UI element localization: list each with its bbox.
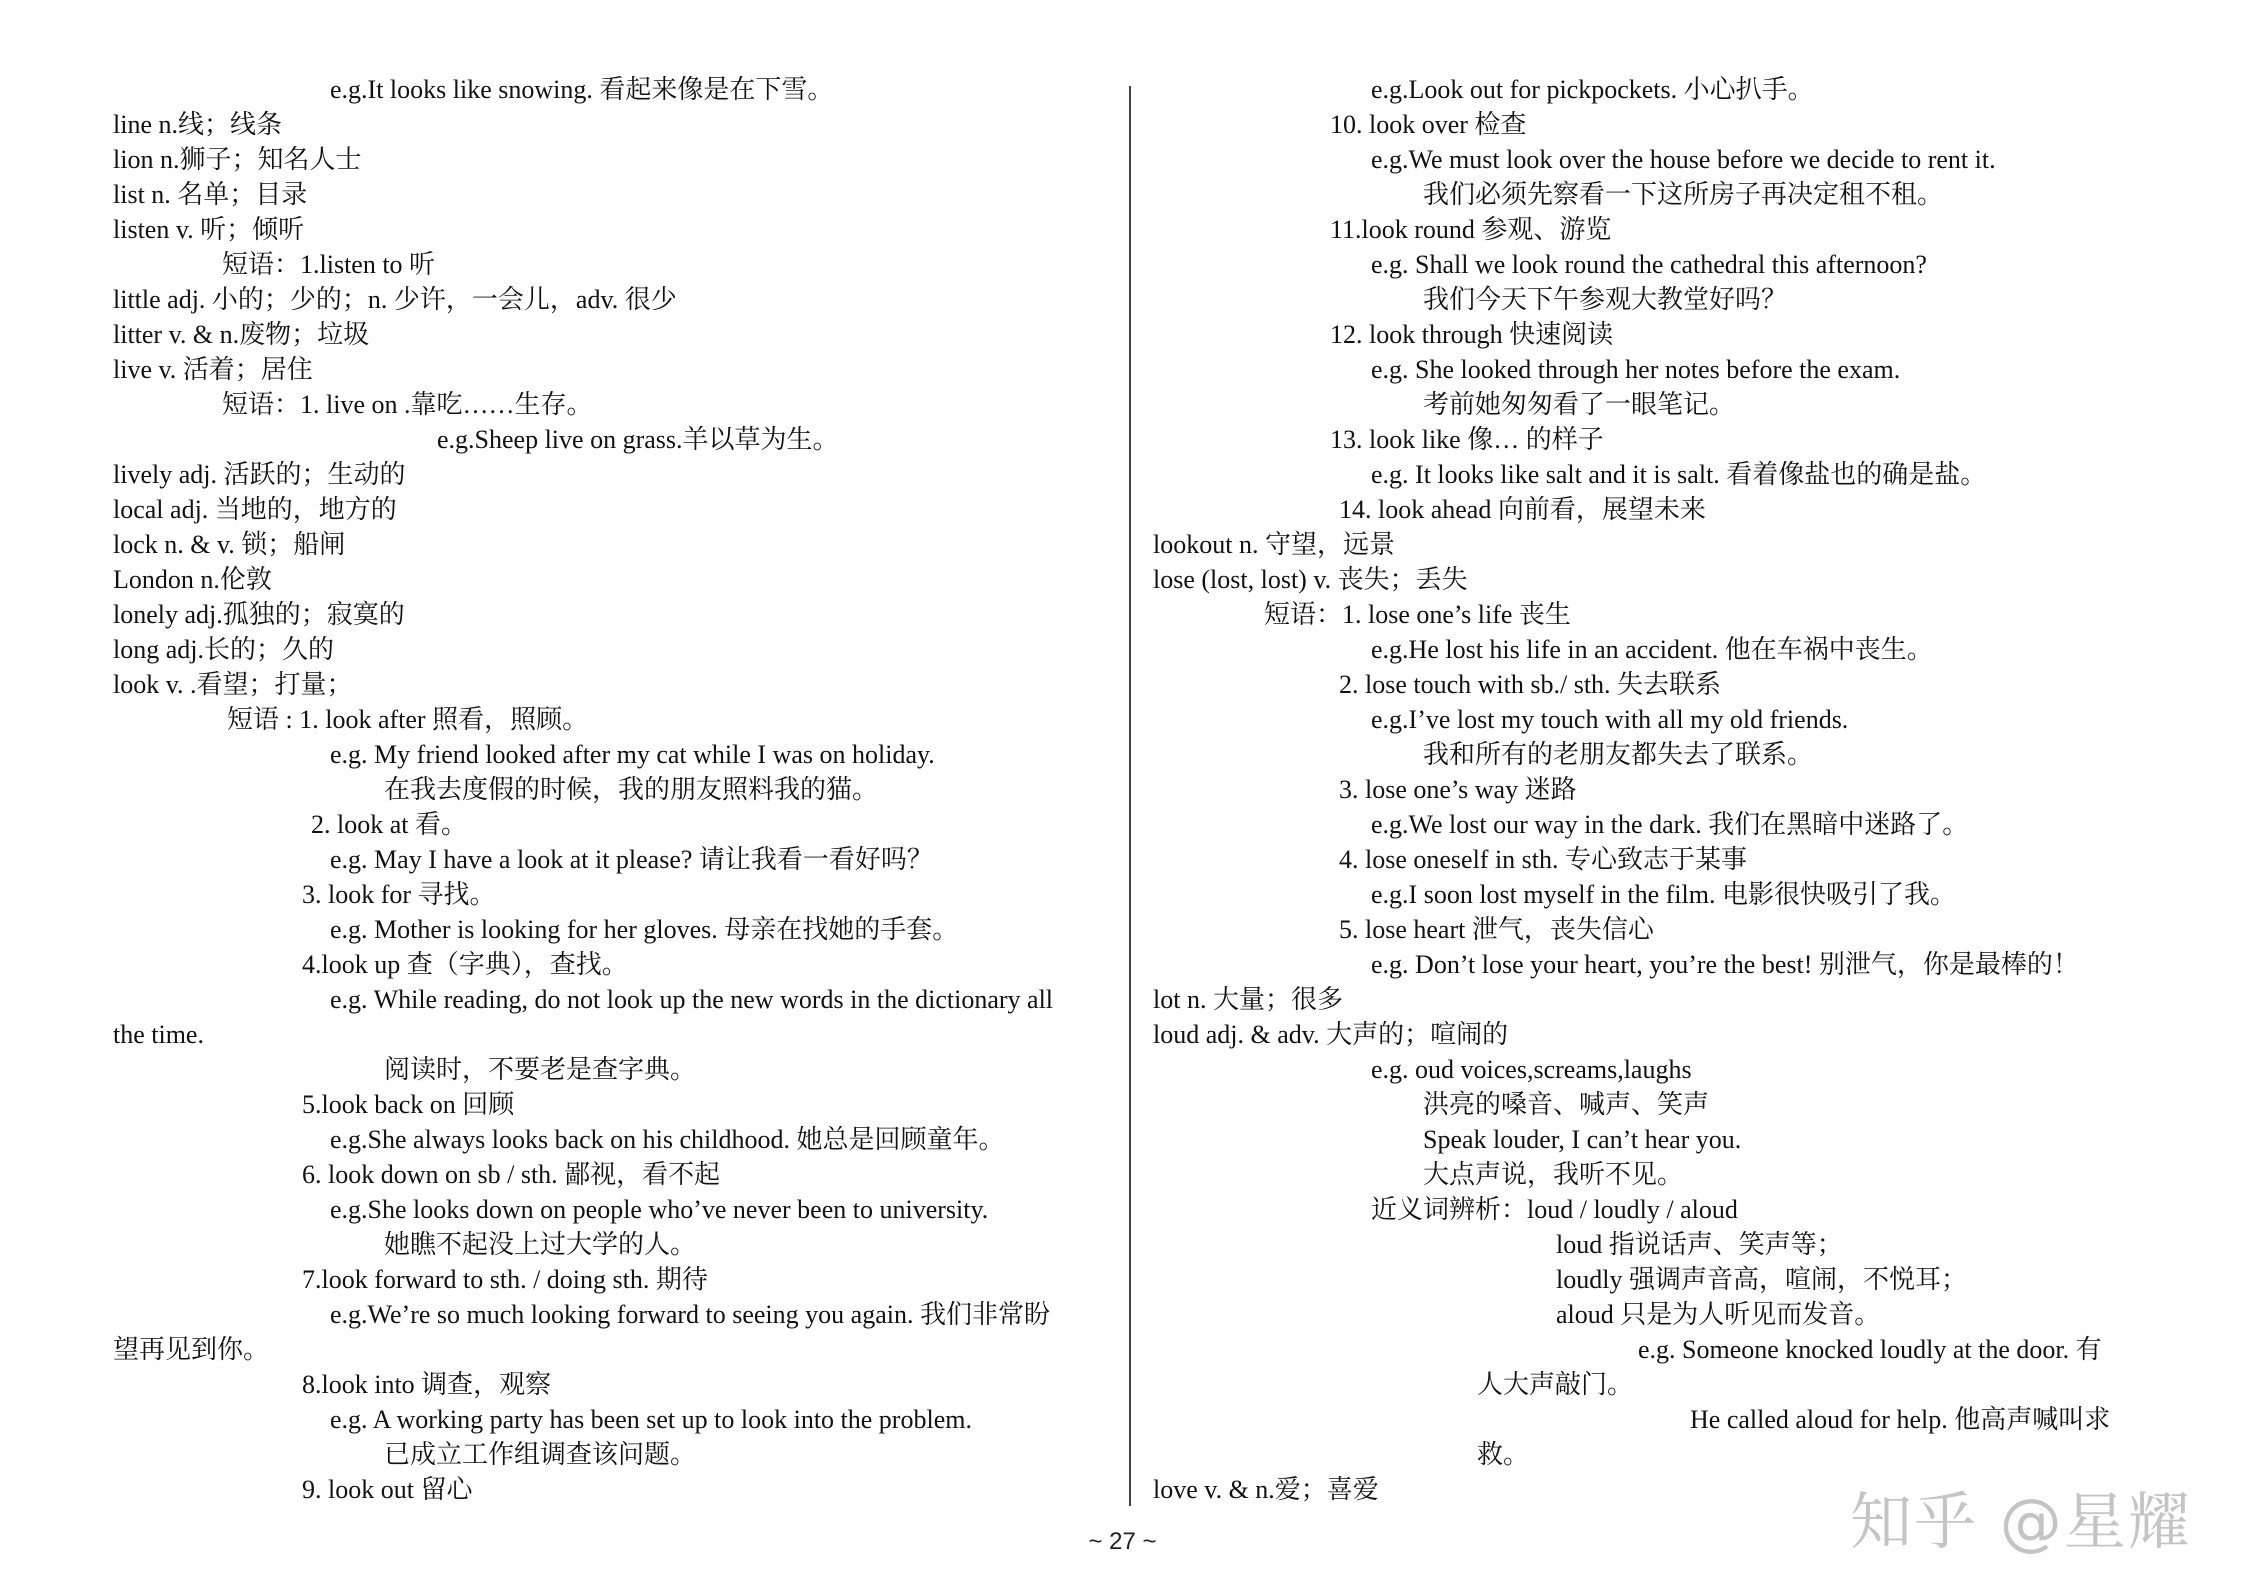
text-line: lock n. & v. 锁；船闸	[113, 530, 346, 559]
text-line: 12. look through 快速阅读	[1330, 320, 1614, 349]
text-line: e.g. Shall we look round the cathedral this afternoon?	[1371, 250, 1927, 279]
text-line: aloud 只是为人听见而发音。	[1556, 1300, 1881, 1329]
text-line: 9. look out 留心	[302, 1475, 473, 1504]
text-line: He called aloud for help. 他高声喊叫求	[1690, 1405, 2111, 1434]
text-line: e.g. Don’t lose your heart, you’re the best! 别泄气，你是最棒的！	[1371, 950, 2079, 979]
text-line: e.g.Look out for pickpockets. 小心扒手。	[1371, 75, 1814, 104]
text-line: e.g. A working party has been set up to look into the problem.	[330, 1405, 972, 1434]
text-line: lot n. 大量；很多	[1153, 985, 1343, 1014]
text-line: 6. look down on sb / sth. 鄙视，看不起	[302, 1160, 721, 1189]
text-line: e.g. May I have a look at it please? 请让我看一看好吗？	[330, 845, 933, 874]
text-line: 13. look like 像… 的样子	[1330, 425, 1604, 454]
text-line: London n.伦敦	[113, 565, 272, 594]
text-line: e.g.She looks down on people who’ve never been to university.	[330, 1195, 989, 1224]
text-line: 4. lose oneself in sth. 专心致志于某事	[1339, 845, 1748, 874]
text-line: listen v. 听；倾听	[113, 215, 305, 244]
text-line: 已成立工作组调查该问题。	[384, 1440, 697, 1469]
text-line: e.g. Mother is looking for her gloves. 母亲在找她的手套。	[330, 915, 959, 944]
text-line: 7.look forward to sth. / doing sth. 期待	[302, 1265, 708, 1294]
text-line: 近义词辨析：loud / loudly / aloud	[1371, 1195, 1738, 1224]
text-line: e.g.He lost his life in an accident. 他在车祸中丧生。	[1371, 635, 1933, 664]
text-line: 2. lose touch with sb./ sth. 失去联系	[1339, 670, 1722, 699]
text-line: 短语：1. live on .靠吃……生存。	[222, 390, 593, 419]
watermark-text: 知乎 @星耀	[1850, 1485, 2192, 1558]
text-line: 望再见到你。	[113, 1335, 270, 1364]
text-line: litter v. & n.废物；垃圾	[113, 320, 370, 349]
text-line: loud 指说话声、笑声等；	[1556, 1230, 1843, 1259]
text-line: 14. look ahead 向前看，展望未来	[1339, 495, 1706, 524]
text-line: 短语：1. lose one’s life 丧生	[1264, 600, 1571, 629]
text-line: 4.look up 查（字典），查找。	[302, 950, 628, 979]
text-line: lion n.狮子；知名人士	[113, 145, 362, 174]
text-line: e.g.I soon lost myself in the film. 电影很快吸引了我。	[1371, 880, 1956, 909]
text-line: Speak louder, I can’t hear you.	[1423, 1125, 1742, 1154]
column-divider	[1129, 86, 1131, 1506]
text-line: love v. & n.爱；喜爱	[1153, 1475, 1379, 1504]
text-line: lookout n. 守望，远景	[1153, 530, 1395, 559]
text-line: loud adj. & adv. 大声的；喧闹的	[1153, 1020, 1509, 1049]
text-line: lonely adj.孤独的；寂寞的	[113, 600, 405, 629]
text-line: 2. look at 看。	[311, 810, 467, 839]
text-line: e.g.It looks like snowing. 看起来像是在下雪。	[330, 75, 834, 104]
text-line: 救。	[1477, 1440, 1530, 1469]
text-line: 10. look over 检查	[1330, 110, 1527, 139]
text-line: e.g. While reading, do not look up the new words in the dictionary all	[330, 985, 1054, 1014]
text-line: the time.	[113, 1020, 204, 1049]
text-line: e.g. It looks like salt and it is salt. 看着像盐也的确是盐。	[1371, 460, 1987, 489]
text-line: 5.look back on 回顾	[302, 1090, 515, 1119]
text-line: little adj. 小的；少的；n. 少许，一会儿，adv. 很少	[113, 285, 677, 314]
text-line: 洪亮的嗓音、喊声、笑声	[1423, 1090, 1710, 1119]
text-line: lose (lost, lost) v. 丧失；丢失	[1153, 565, 1468, 594]
text-line: local adj. 当地的，地方的	[113, 495, 397, 524]
text-line: 3. look for 寻找。	[302, 880, 496, 909]
text-line: e.g.We’re so much looking forward to seeing you again. 我们非常盼	[330, 1300, 1050, 1329]
text-line: 阅读时，不要老是查字典。	[384, 1055, 697, 1084]
text-line: 3. lose one’s way 迷路	[1339, 775, 1577, 804]
page-number: ~ 27 ~	[1088, 1528, 1157, 1555]
text-line: e.g.Sheep live on grass.羊以草为生。	[437, 425, 839, 454]
text-line: 人大声敲门。	[1477, 1370, 1634, 1399]
text-line: e.g.We lost our way in the dark. 我们在黑暗中迷路了。	[1371, 810, 1969, 839]
text-line: e.g.She always looks back on his childhood. 她总是回顾童年。	[330, 1125, 1005, 1154]
text-line: e.g. Someone knocked loudly at the door. 有	[1638, 1335, 2102, 1364]
text-line: e.g.We must look over the house before we decide to rent it.	[1371, 145, 1996, 174]
text-line: e.g. She looked through her notes before the exam.	[1371, 355, 1901, 384]
text-line: 5. lose heart 泄气，丧失信心	[1339, 915, 1654, 944]
text-line: 短语：1.listen to 听	[222, 250, 436, 279]
text-line: lively adj. 活跃的；生动的	[113, 460, 406, 489]
text-line: 我和所有的老朋友都失去了联系。	[1423, 740, 1814, 769]
text-line: 大点声说，我听不见。	[1423, 1160, 1684, 1189]
text-line: 我们今天下午参观大教堂好吗？	[1423, 285, 1788, 314]
text-line: line n.线；线条	[113, 110, 282, 139]
text-line: 她瞧不起没上过大学的人。	[384, 1230, 697, 1259]
text-line: long adj.长的；久的	[113, 635, 334, 664]
text-line: live v. 活着；居住	[113, 355, 313, 384]
text-line: 考前她匆匆看了一眼笔记。	[1423, 390, 1736, 419]
text-line: 在我去度假的时候，我的朋友照料我的猫。	[384, 775, 879, 804]
text-line: e.g.I’ve lost my touch with all my old friends.	[1371, 705, 1849, 734]
text-line: 11.look round 参观、游览	[1330, 215, 1612, 244]
text-line: 短语 : 1. look after 照看，照顾。	[227, 705, 589, 734]
text-line: e.g. oud voices,screams,laughs	[1371, 1055, 1692, 1084]
text-line: 我们必须先察看一下这所房子再决定租不租。	[1423, 180, 1944, 209]
text-line: 8.look into 调查，观察	[302, 1370, 552, 1399]
text-line: list n. 名单；目录	[113, 180, 308, 209]
text-line: loudly 强调声音高，喧闹，不悦耳；	[1556, 1265, 1967, 1294]
text-line: look v. .看望；打量；	[113, 670, 353, 699]
text-line: e.g. My friend looked after my cat while I was on holiday.	[330, 740, 935, 769]
